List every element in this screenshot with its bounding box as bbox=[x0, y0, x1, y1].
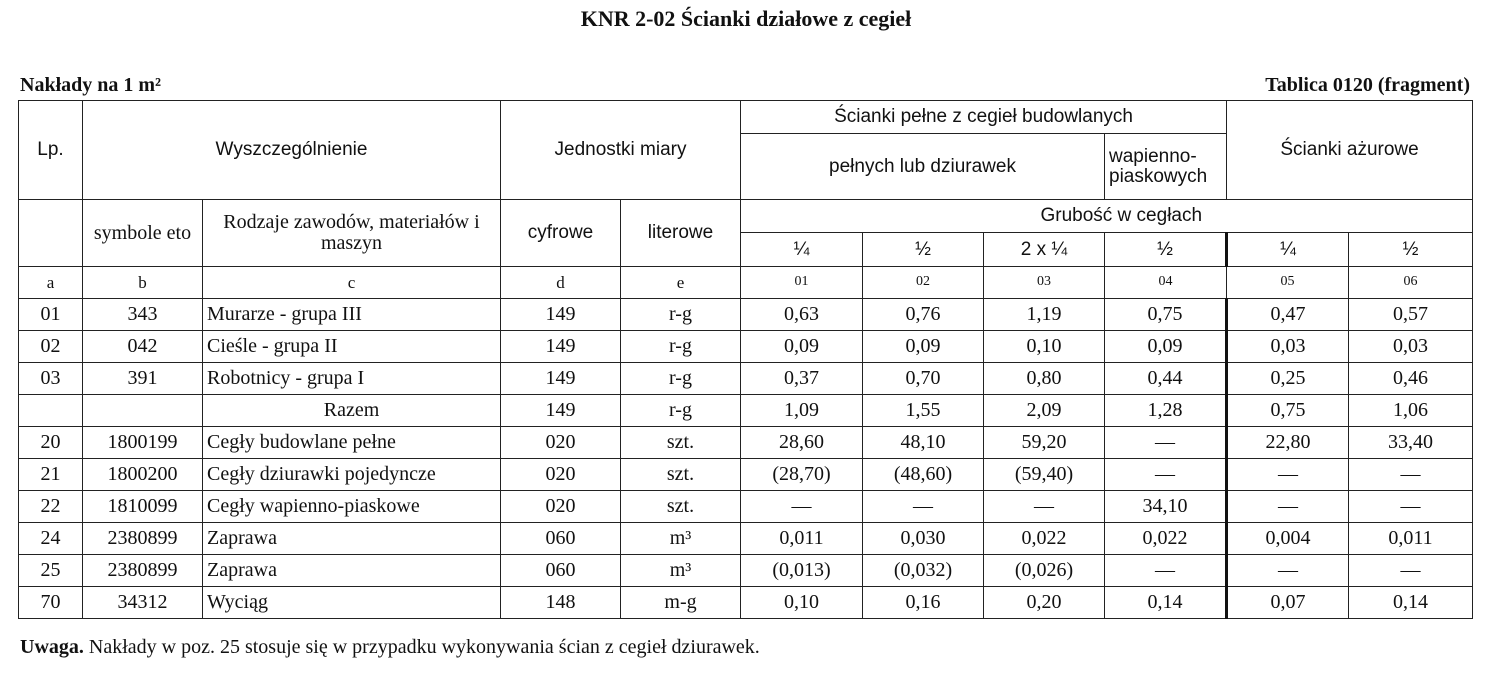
row-value-6: — bbox=[1349, 491, 1473, 523]
row-value-2: (0,032) bbox=[863, 555, 984, 587]
row-value-2: — bbox=[863, 491, 984, 523]
table-reference: Tablica 0120 (fragment) bbox=[1265, 74, 1470, 96]
row-value-6: 0,46 bbox=[1349, 363, 1473, 395]
row-symbol bbox=[83, 395, 203, 427]
row-value-3: 0,10 bbox=[984, 331, 1105, 363]
row-symbol: 391 bbox=[83, 363, 203, 395]
row-name: Cegły budowlane pełne bbox=[203, 427, 501, 459]
column-letter-5: e bbox=[621, 267, 741, 299]
row-name: Murarze - grupa III bbox=[203, 299, 501, 331]
row-literowe: szt. bbox=[621, 459, 741, 491]
thickness-6: ½ bbox=[1349, 233, 1473, 267]
pelnych-subheader: pełnych lub dziurawek bbox=[741, 134, 1105, 200]
row-symbol: 1810099 bbox=[83, 491, 203, 523]
column-letter-1: a bbox=[19, 267, 83, 299]
row-literowe: szt. bbox=[621, 491, 741, 523]
row-value-4: 0,44 bbox=[1105, 363, 1227, 395]
row-lp: 01 bbox=[19, 299, 83, 331]
row-literowe: m³ bbox=[621, 555, 741, 587]
row-value-3: 0,80 bbox=[984, 363, 1105, 395]
table-row bbox=[19, 587, 1473, 619]
row-cyfrowe: 149 bbox=[501, 331, 621, 363]
row-value-1: 0,011 bbox=[741, 523, 863, 555]
table-row bbox=[19, 491, 1473, 523]
row-literowe: r-g bbox=[621, 395, 741, 427]
row-value-1: (28,70) bbox=[741, 459, 863, 491]
row-value-5: 22,80 bbox=[1227, 427, 1349, 459]
row-value-2: 1,55 bbox=[863, 395, 984, 427]
row-symbol: 1800199 bbox=[83, 427, 203, 459]
row-value-2: 48,10 bbox=[863, 427, 984, 459]
row-value-6: — bbox=[1349, 555, 1473, 587]
row-value-2: 0,16 bbox=[863, 587, 984, 619]
row-value-4: 34,10 bbox=[1105, 491, 1227, 523]
row-lp bbox=[19, 395, 83, 427]
row-value-2: 0,70 bbox=[863, 363, 984, 395]
document-title: KNR 2-02 Ścianki działowe z cegieł bbox=[580, 6, 912, 31]
row-name: Wyciąg bbox=[203, 587, 501, 619]
row-value-5: — bbox=[1227, 459, 1349, 491]
literowe-header: literowe bbox=[621, 200, 741, 267]
note-label: Uwaga. bbox=[20, 636, 84, 658]
row-value-5: — bbox=[1227, 491, 1349, 523]
units-header: Nakłady na 1 m² bbox=[20, 74, 162, 96]
row-lp: 24 bbox=[19, 523, 83, 555]
row-value-6: 1,06 bbox=[1349, 395, 1473, 427]
row-cyfrowe: 149 bbox=[501, 395, 621, 427]
thickness-4: ½ bbox=[1105, 233, 1227, 267]
column-letter-9: 04 bbox=[1105, 267, 1227, 299]
row-value-4: 0,75 bbox=[1105, 299, 1227, 331]
table-row bbox=[19, 331, 1473, 363]
row-lp: 70 bbox=[19, 587, 83, 619]
row-cyfrowe: 060 bbox=[501, 523, 621, 555]
row-value-4: 1,28 bbox=[1105, 395, 1227, 427]
pelne-group-header: Ścianki pełne z cegieł budowlanych bbox=[741, 101, 1227, 134]
row-symbol: 343 bbox=[83, 299, 203, 331]
thickness-3: 2 x ¼ bbox=[984, 233, 1105, 267]
row-value-1: 0,37 bbox=[741, 363, 863, 395]
row-value-6: — bbox=[1349, 459, 1473, 491]
row-literowe: m-g bbox=[621, 587, 741, 619]
table-row bbox=[19, 363, 1473, 395]
row-value-3: 0,022 bbox=[984, 523, 1105, 555]
row-value-2: (48,60) bbox=[863, 459, 984, 491]
row-value-4: 0,09 bbox=[1105, 331, 1227, 363]
table-row bbox=[19, 299, 1473, 331]
row-cyfrowe: 020 bbox=[501, 491, 621, 523]
row-lp: 03 bbox=[19, 363, 83, 395]
row-value-3: — bbox=[984, 491, 1105, 523]
row-value-3: (59,40) bbox=[984, 459, 1105, 491]
row-literowe: r-g bbox=[621, 331, 741, 363]
row-value-3: 0,20 bbox=[984, 587, 1105, 619]
symbole-header: symbole eto bbox=[83, 200, 203, 267]
table-row bbox=[19, 555, 1473, 587]
row-value-2: 0,76 bbox=[863, 299, 984, 331]
row-name: Cegły wapienno-piaskowe bbox=[203, 491, 501, 523]
row-name: Razem bbox=[203, 395, 501, 427]
column-letter-10: 05 bbox=[1227, 267, 1349, 299]
row-value-1: 1,09 bbox=[741, 395, 863, 427]
row-symbol: 042 bbox=[83, 331, 203, 363]
thickness-5: ¼ bbox=[1227, 233, 1349, 267]
row-value-2: 0,030 bbox=[863, 523, 984, 555]
row-value-2: 0,09 bbox=[863, 331, 984, 363]
row-symbol: 2380899 bbox=[83, 555, 203, 587]
row-value-4: 0,022 bbox=[1105, 523, 1227, 555]
norms-table bbox=[18, 100, 1473, 619]
row-lp: 20 bbox=[19, 427, 83, 459]
row-cyfrowe: 020 bbox=[501, 427, 621, 459]
table-row bbox=[19, 459, 1473, 491]
jednostki-header: Jednostki miary bbox=[501, 101, 741, 200]
grubosc-header: Grubość w cegłach bbox=[741, 200, 1473, 233]
row-cyfrowe: 149 bbox=[501, 363, 621, 395]
row-value-1: — bbox=[741, 491, 863, 523]
row-name: Zaprawa bbox=[203, 523, 501, 555]
row-lp: 02 bbox=[19, 331, 83, 363]
row-name: Cieśle - grupa II bbox=[203, 331, 501, 363]
column-letter-4: d bbox=[501, 267, 621, 299]
note-text: Nakłady w poz. 25 stosuje się w przypadku wykonywania ścian z cegieł dziurawek. bbox=[83, 636, 760, 658]
row-value-5: 0,07 bbox=[1227, 587, 1349, 619]
row-cyfrowe: 149 bbox=[501, 299, 621, 331]
lp-header: Lp. bbox=[19, 101, 83, 200]
row-value-3: 2,09 bbox=[984, 395, 1105, 427]
row-cyfrowe: 060 bbox=[501, 555, 621, 587]
row-value-1: (0,013) bbox=[741, 555, 863, 587]
row-literowe: m³ bbox=[621, 523, 741, 555]
column-letter-8: 03 bbox=[984, 267, 1105, 299]
row-value-6: 0,011 bbox=[1349, 523, 1473, 555]
row-value-3: 59,20 bbox=[984, 427, 1105, 459]
row-lp: 21 bbox=[19, 459, 83, 491]
row-literowe: szt. bbox=[621, 427, 741, 459]
row-value-6: 33,40 bbox=[1349, 427, 1473, 459]
row-value-5: 0,03 bbox=[1227, 331, 1349, 363]
wyszczegolnienie-header: Wyszczególnienie bbox=[83, 101, 501, 200]
column-letter-7: 02 bbox=[863, 267, 984, 299]
column-letter-2: b bbox=[83, 267, 203, 299]
row-cyfrowe: 020 bbox=[501, 459, 621, 491]
table-row bbox=[19, 395, 1473, 427]
azurowe-group-header: Ścianki ażurowe bbox=[1227, 101, 1473, 200]
row-value-4: 0,14 bbox=[1105, 587, 1227, 619]
row-name: Zaprawa bbox=[203, 555, 501, 587]
note bbox=[20, 636, 760, 659]
row-value-6: 0,14 bbox=[1349, 587, 1473, 619]
row-value-3: 1,19 bbox=[984, 299, 1105, 331]
row-value-6: 0,03 bbox=[1349, 331, 1473, 363]
row-symbol: 1800200 bbox=[83, 459, 203, 491]
row-value-5: 0,004 bbox=[1227, 523, 1349, 555]
row-value-6: 0,57 bbox=[1349, 299, 1473, 331]
row-literowe: r-g bbox=[621, 299, 741, 331]
row-value-5: — bbox=[1227, 555, 1349, 587]
row-value-1: 0,63 bbox=[741, 299, 863, 331]
row-value-1: 0,09 bbox=[741, 331, 863, 363]
row-lp: 22 bbox=[19, 491, 83, 523]
lp-header-cont bbox=[19, 200, 83, 267]
row-value-4: — bbox=[1105, 555, 1227, 587]
rodzaje-header: Rodzaje zawodów, materiałów i maszyn bbox=[203, 200, 501, 267]
row-value-4: — bbox=[1105, 459, 1227, 491]
thickness-2: ½ bbox=[863, 233, 984, 267]
row-value-3: (0,026) bbox=[984, 555, 1105, 587]
row-symbol: 34312 bbox=[83, 587, 203, 619]
row-value-5: 0,47 bbox=[1227, 299, 1349, 331]
column-letter-11: 06 bbox=[1349, 267, 1473, 299]
row-literowe: r-g bbox=[621, 363, 741, 395]
row-name: Robotnicy - grupa I bbox=[203, 363, 501, 395]
row-cyfrowe: 148 bbox=[501, 587, 621, 619]
cyfrowe-header: cyfrowe bbox=[501, 200, 621, 267]
table-row bbox=[19, 427, 1473, 459]
column-letter-3: c bbox=[203, 267, 501, 299]
row-value-4: — bbox=[1105, 427, 1227, 459]
row-value-1: 28,60 bbox=[741, 427, 863, 459]
column-letter-6: 01 bbox=[741, 267, 863, 299]
row-value-5: 0,25 bbox=[1227, 363, 1349, 395]
row-value-5: 0,75 bbox=[1227, 395, 1349, 427]
thickness-1: ¼ bbox=[741, 233, 863, 267]
wapienno-subheader: wapienno-piaskowych bbox=[1105, 134, 1227, 200]
row-name: Cegły dziurawki pojedyncze bbox=[203, 459, 501, 491]
row-lp: 25 bbox=[19, 555, 83, 587]
row-symbol: 2380899 bbox=[83, 523, 203, 555]
table-row bbox=[19, 523, 1473, 555]
row-value-1: 0,10 bbox=[741, 587, 863, 619]
